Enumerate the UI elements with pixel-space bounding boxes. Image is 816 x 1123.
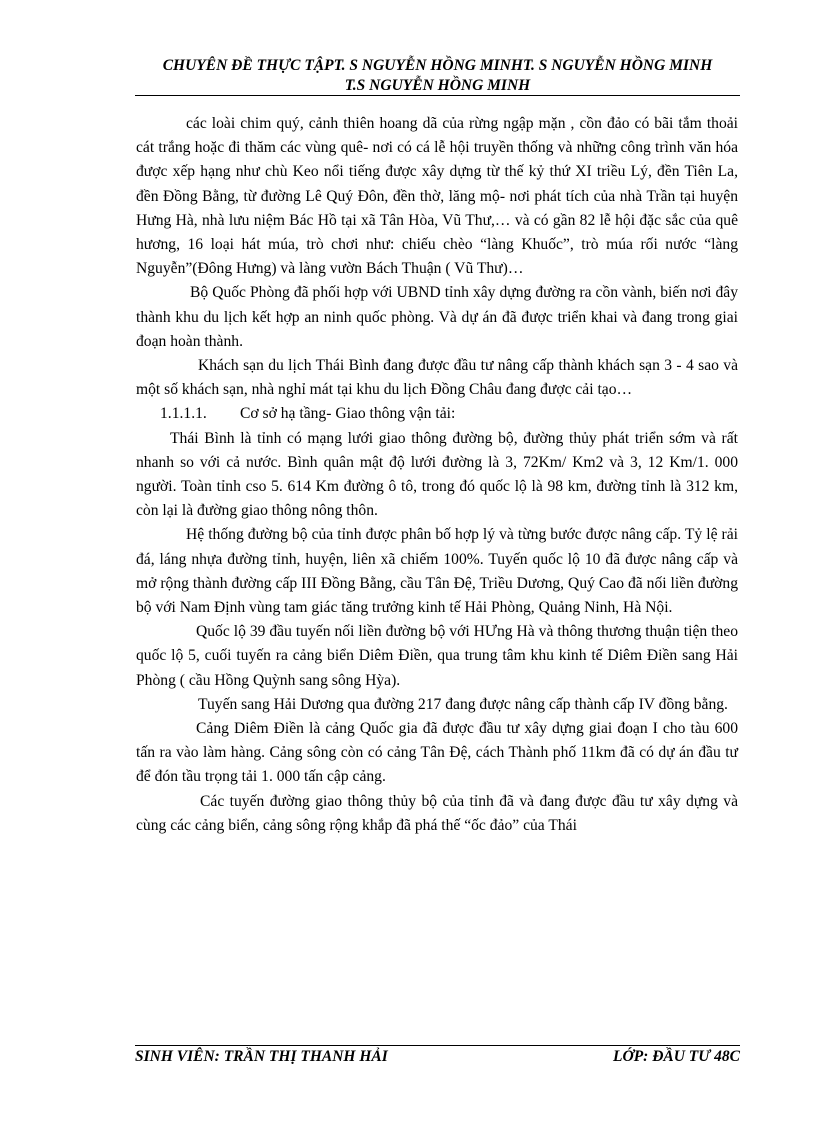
paragraph-highway-39: Quốc lộ 39 đầu tuyến nối liền đường bộ với HƯng Hà và thông thương thuận tiện theo quốc lộ 5, cuối tuyến ra cảng biển Diêm Điền, qua trung tâm khu kinh tế Diêm Điền sang Hải Phòng ( cầu Hồng Quỳnh sang sông Hỳa). [136, 623, 738, 689]
document-body [136, 112, 738, 838]
paragraph-hotels: Khách sạn du lịch Thái Bình đang được đầu tư nâng cấp thành khách sạn 3 - 4 sao và một số khách sạn, nhà nghỉ mát tại khu du lịch Đồng Châu đang được cải tạo… [136, 357, 738, 399]
section-heading [136, 402, 738, 426]
section-heading-number: 1.1.1.1. [160, 405, 207, 423]
page-header [135, 56, 740, 96]
paragraph-road-network: Thái Bình là tỉnh có mạng lưới giao thông đường bộ, đường thủy phát triển sớm và rất nhanh so với cả nước. Bình quân mật độ lưới đường là 3, 72Km/ Km2 và 3, 12 Km/1. 000 người. Toàn tỉnh cso 5. 614 Km đường ô tô, trong đó quốc lộ là 98 km, đường tỉnh là 312 km, còn lại là đường giao thông nông thôn. [136, 429, 738, 520]
paragraph-diem-dien-port: Cảng Diêm Điền là cảng Quốc gia đã được đầu tư xây dựng giai đoạn I cho tàu 600 tấn ra vào làm hàng. Cảng sông còn có cảng Tân Đệ, cách Thành phố 11km đã có dự án đầu tư để đón tầu trọng tải 1. 000 tấn cập cảng. [136, 720, 738, 786]
page-footer [135, 1047, 740, 1067]
footer-student-name: SINH VIÊN: TRẦN THỊ THANH HẢI [135, 1048, 388, 1065]
header-title-line1: CHUYÊN ĐỀ THỰC TẬPT. S NGUYỄN HỒNG MINHT. S NGUYỄN HỒNG MINH [162, 57, 713, 74]
header-title-line2: T.S NGUYỄN HỒNG MINH [344, 77, 531, 94]
paragraph-hai-duong-route: Tuyến sang Hải Dương qua đường 217 đang được nâng cấp thành cấp IV đồng bằng. [198, 695, 728, 713]
paragraph-transport-routes: Các tuyến đường giao thông thủy bộ của tỉnh đã và đang được đầu tư xây dựng và cùng các cảng biển, cảng sông rộng khắp đã phá thế “ốc đảo” của Thái [136, 792, 738, 834]
paragraph-road-system: Hệ thống đường bộ của tỉnh được phân bố hợp lý và từng bước được nâng cấp. Tỷ lệ rải đá, láng nhựa đường tỉnh, huyện, liên xã chiếm 100%. Tuyến quốc lộ 10 đã được nâng cấp và mở rộng thành đường cấp III Đồng Bằng, cầu Tân Đệ, Triều Dương, Quý Cao đã nối liền đường bộ với Nam Định vùng tam giác tăng trưởng kinh tế Hải Phòng, Quảng Ninh, Hà Nội. [136, 526, 738, 617]
paragraph-defense-ministry: Bộ Quốc Phòng đã phối hợp với UBND tỉnh xây dựng đường ra cồn vành, biến nơi đây thành khu du lịch kết hợp an ninh quốc phòng. Và dự án đã được triển khai và đang trong giai đoạn hoàn thành. [136, 284, 738, 350]
paragraph-tourism-sites: các loài chim quý, cảnh thiên hoang dã của rừng ngập mặn , cồn đảo có bãi tắm thoải cát trắng hoặc đi thăm các vùng quê- nơi có cá lễ hội truyền thống và những công trình văn hóa được xếp hạng như chù Keo nổi tiếng được xây dựng từ thế kỷ thứ XI triều Lý, đền Tiên La, đền Đồng Bằng, từ đường Lê Quý Đôn, đền thờ, lăng mộ- nơi phát tích của nhà Trần tại huyện Hưng Hà, nhà lưu niệm Bác Hồ tại xã Tân Hòa, Vũ Thư,… và có gần 82 lễ hội đặc sắc của quê hương, 16 loại hát múa, trò chơi như: chiếu chèo “làng Khuốc”, trò múa rối nước “làng Nguyễn”(Đông Hưng) và làng vườn Bách Thuận ( Vũ Thư)… [136, 115, 738, 278]
footer-divider [135, 1045, 740, 1046]
footer-class: LỚP: ĐẦU TƯ 48C [613, 1048, 740, 1065]
section-heading-text: Cơ sở hạ tầng- Giao thông vận tải: [240, 405, 456, 423]
header-divider [135, 95, 740, 96]
